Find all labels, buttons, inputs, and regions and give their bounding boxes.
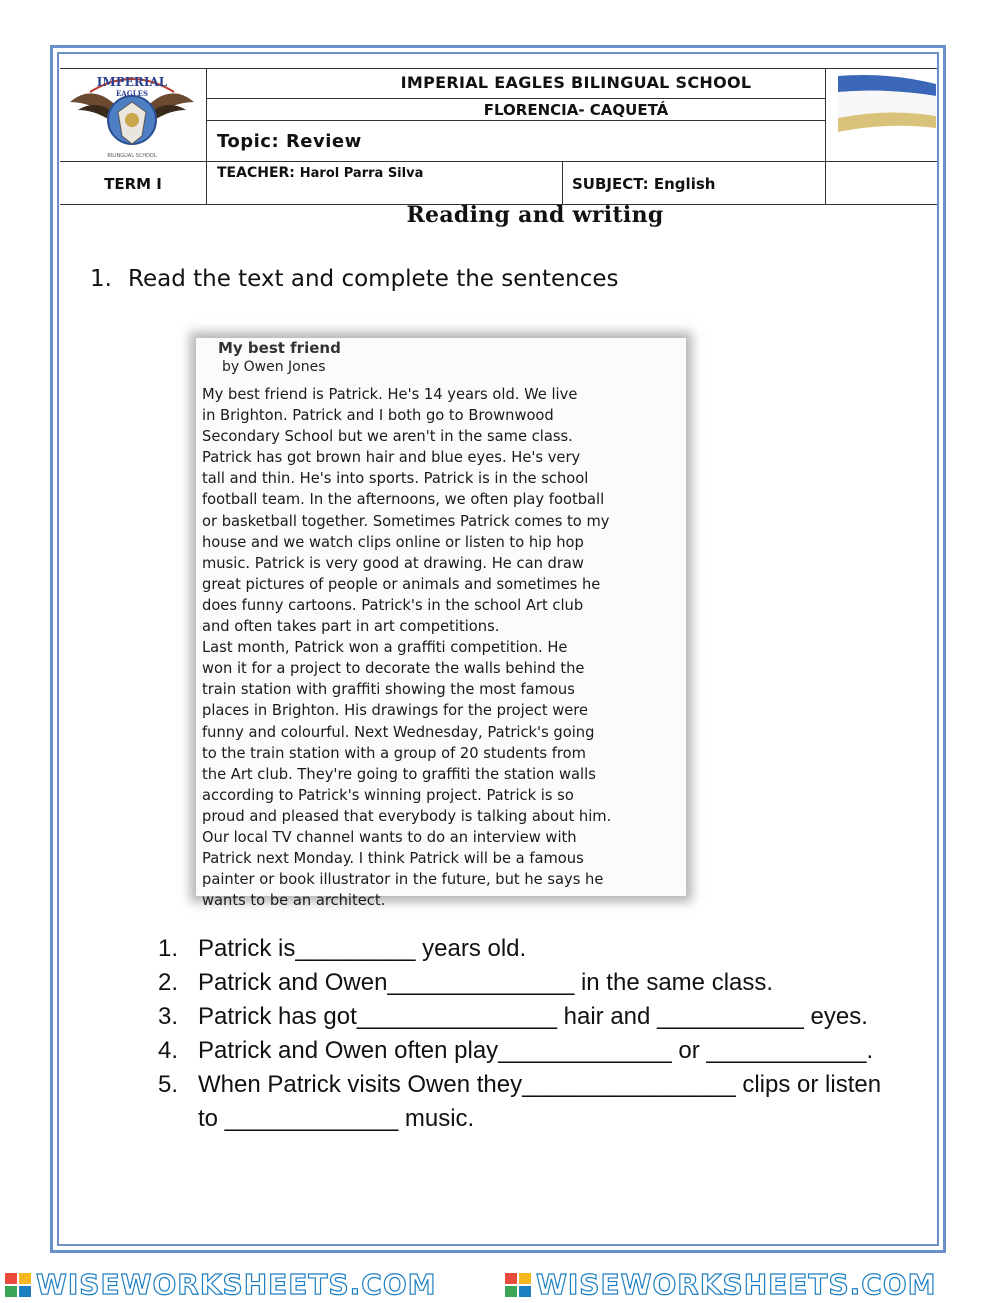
question-text: Patrick has got_______________ hair and ___________ eyes. [198, 1003, 868, 1030]
reading-line: to the train station with a group of 20 students from [202, 744, 586, 762]
reading-line: music. Patrick is very good at drawing. He can draw [202, 554, 584, 572]
reading-line: and often takes part in art competitions. [202, 618, 500, 636]
question-text: When Patrick visits Owen they________________ clips or listen [198, 1071, 882, 1098]
reading-line: according to Patrick's winning project. Patrick is so [202, 786, 574, 804]
reading-line: the Art club. They're going to graffiti the station walls [202, 765, 596, 783]
section-title: Reading and writing [406, 202, 664, 228]
reading-line: Patrick has got brown hair and blue eyes. He's very [202, 449, 581, 467]
question-text: to _____________ music. [198, 1105, 475, 1132]
school-name: IMPERIAL EAGLES BILINGUAL SCHOOL [400, 73, 752, 92]
reading-line: Last month, Patrick won a graffiti competition. He [202, 639, 568, 657]
question-number: 3. [158, 1003, 179, 1030]
worksheet-icon [504, 1272, 532, 1298]
reading-line: does funny cartoons. Patrick's in the school Art club [202, 596, 584, 614]
flag-image [838, 72, 936, 134]
question-item [158, 1068, 938, 1102]
logo-bottom-text: BILINGUAL SCHOOL [107, 153, 157, 159]
instruction-text: Read the text and complete the sentences [128, 266, 619, 292]
question-item [158, 1000, 938, 1034]
question-item-continued [158, 1102, 938, 1136]
school-city: FLORENCIA- CAQUETÁ [483, 101, 669, 119]
reading-line: or basketball together. Sometimes Patrick comes to my [202, 512, 610, 530]
watermark-text: WISEWORKSHEETS.COM [536, 1268, 937, 1301]
reading-line: places in Brighton. His drawings for the project were [202, 702, 589, 720]
logo-mid-text: EAGLES [115, 89, 149, 98]
reading-line: funny and colourful. Next Wednesday, Patrick's going [202, 723, 595, 741]
teacher-field [217, 165, 423, 181]
teacher-name: Harol Parra Silva [299, 166, 424, 181]
question-item [158, 1034, 938, 1068]
question-number: 2. [158, 969, 179, 996]
school-logo [66, 72, 198, 160]
reading-body [202, 384, 682, 911]
topic-label: Topic: Review [217, 131, 362, 152]
question-text: Patrick and Owen often play_____________ or ____________. [198, 1037, 874, 1064]
footer-watermark-bar [0, 1266, 1000, 1303]
reading-line: My best friend is Patrick. He's 14 years old. We live [202, 386, 578, 403]
reading-line: house and we watch clips online or listen to hip hop [202, 533, 584, 551]
reading-line: great pictures of people or animals and sometimes he [202, 575, 601, 593]
reading-line: Patrick next Monday. I think Patrick will be a famous [202, 850, 584, 868]
reading-line: football team. In the afternoons, we often play football [202, 491, 605, 509]
question-item [158, 932, 938, 966]
teacher-label: TEACHER: [217, 165, 295, 181]
reading-line: proud and pleased that everybody is talking about him. [202, 807, 612, 825]
reading-line: Secondary School but we aren't in the same class. [202, 428, 573, 446]
reading-line: wants to be an architect. [202, 892, 386, 910]
instruction [90, 266, 618, 292]
instruction-number: 1. [90, 266, 112, 292]
logo-top-text: IMPERIAL [96, 75, 168, 89]
question-number: 1. [158, 935, 179, 962]
reading-line: painter or book illustrator in the future, but he says he [202, 871, 604, 889]
question-number: 4. [158, 1037, 179, 1064]
reading-line: Our local TV channel wants to do an interview with [202, 828, 577, 846]
reading-line: in Brighton. Patrick and I both go to Brownwood [202, 407, 554, 425]
question-text: Patrick is_________ years old. [198, 935, 527, 962]
reading-line: won it for a project to decorate the walls behind the [202, 660, 585, 678]
question-item [158, 966, 938, 1000]
subject-label: SUBJECT: English [572, 175, 716, 193]
reading-line: train station with graffiti showing the most famous [202, 681, 575, 699]
reading-line: tall and thin. He's into sports. Patrick is in the school [202, 470, 589, 488]
reading-passage [196, 338, 686, 910]
term-label: TERM I [104, 175, 162, 193]
question-number: 5. [158, 1071, 179, 1098]
watermark-text: WISEWORKSHEETS.COM [36, 1268, 437, 1301]
question-text: Patrick and Owen______________ in the same class. [198, 969, 774, 996]
question-list [158, 932, 938, 1136]
reading-title: My best friend [218, 339, 341, 357]
worksheet-icon [4, 1272, 32, 1298]
reading-author: by Owen Jones [222, 359, 326, 375]
